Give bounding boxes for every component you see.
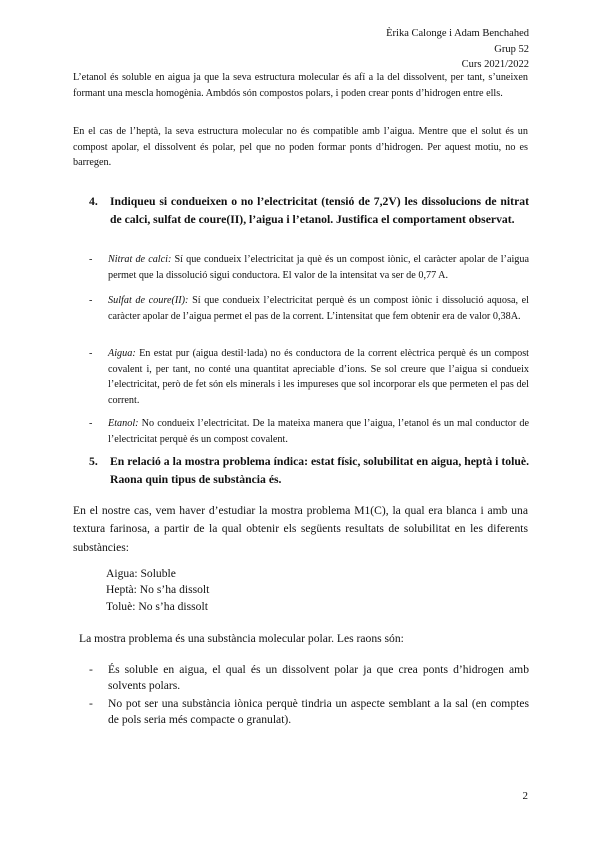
question-4-heading [89, 193, 529, 230]
list-dash: - [89, 254, 93, 265]
list-item [89, 346, 529, 408]
list-item-text: No pot ser una substància iònica perquè tindria un aspecte semblant a la sal (en comptes de pols seria més compacte o granulat). [108, 697, 529, 727]
item-body: Sí que condueix l’electricitat ja què és un compost iònic, el caràcter apolar de l’aigua permet que la dissolució sigui conductora. El valor de la intensitat va ser de 0,77 A. [108, 254, 529, 281]
question-5-paragraph-1: En el nostre cas, vem haver d’estudiar la mostra problema M1(C), la qual era blanca i amb una textura farinosa, a partir de la qual obtenir els següents resultats de solubilitat en les diferents substàncies: [73, 504, 528, 554]
list-item [89, 293, 529, 324]
intro-paragraph-1: L’etanol és soluble en aigua ja que la seva estructura molecular és afí a la del dissolvent, per tant, s’uneixen formant una mescla homogènia. Ambdós són compostos polars, i poden crear ponts d’hidrogen entre ells. [73, 72, 528, 99]
list-item [89, 662, 529, 694]
item-label: Nitrat de calci: [108, 254, 172, 265]
page-number: 2 [522, 790, 528, 802]
list-dash: - [89, 663, 93, 676]
result-water: Aigua: Soluble [106, 567, 176, 580]
item-label: Sulfat de coure(II): [108, 295, 189, 306]
list-dash: - [89, 348, 93, 359]
header-course: Curs 2021/2022 [461, 59, 529, 70]
list-item-text [108, 293, 529, 324]
item-body: Sí que condueix l’electricitat perquè és un compost iònic i dissolució aquosa, el caràcter apolar de l’aigua permet el pas de la corrent. L’intensitat que fem obtenir era de valor 0,38A. [108, 295, 530, 322]
list-item [89, 416, 529, 447]
solubility-results [106, 566, 209, 615]
question-4-title: Indiqueu si condueixen o no l’electricitat (tensió de 7,2V) les dissolucions de nitrat de calci, sulfat de coure(II), l’aigua i l’etanol. Justifica el comportament observat. [110, 195, 529, 227]
item-body: En estat pur (aigua destil·lada) no és conductora de la corrent elèctrica perquè és un compost covalent i, per tant, no conté una quantitat apreciable d’ions. Se sol creure que l’aigua si condueix l’electricitat, però de fet són els minerals i les impureses que sol incorporar els que permeten el pas del corrent. [108, 348, 529, 406]
header-group: Grup 52 [494, 43, 529, 55]
question-5-heading [89, 453, 529, 490]
page-header [386, 26, 529, 73]
result-toluene: Toluè: No s’ha dissolt [106, 599, 208, 613]
item-label: Etanol: [108, 418, 139, 429]
list-dash: - [89, 295, 93, 306]
list-item-text [108, 346, 529, 408]
result-heptane: Heptà: No s’ha dissolt [106, 583, 210, 597]
question-4-number: 4. [89, 195, 98, 208]
list-dash: - [89, 418, 93, 429]
list-dash: - [89, 697, 93, 710]
header-authors: Èrika Calonge i Adam Benchahed [386, 28, 529, 39]
list-item [89, 696, 529, 728]
list-item-text [108, 416, 529, 447]
question-5-title: En relació a la mostra problema índica: estat físic, solubilitat en aigua, heptà i toluè. Raona quin tipus de substància és. [110, 455, 529, 487]
question-5-number: 5. [89, 455, 98, 468]
item-body: No condueix l’electricitat. De la mateixa manera que l’aigua, l’etanol és un mal conductor de l’electricitat perquè és un compost covalent. [108, 418, 529, 445]
item-label: Aigua: [108, 348, 136, 359]
intro-paragraph-2: En el cas de l’heptà, la seva estructura molecular no és compatible amb l’aigua. Mentre que el solut és un compost apolar, el dissolvent és polar, pel que no poden formar ponts d’hidrogen. Per aquest motiu, no es barregen. [73, 126, 528, 169]
list-item-text [108, 252, 529, 283]
question-5-paragraph-2: La mostra problema és una substància molecular polar. Les raons són: [79, 632, 404, 645]
list-item [89, 252, 529, 283]
list-item-text: És soluble en aigua, el qual és un dissolvent polar ja que crea ponts d’hidrogen amb solvents polars. [108, 663, 529, 693]
